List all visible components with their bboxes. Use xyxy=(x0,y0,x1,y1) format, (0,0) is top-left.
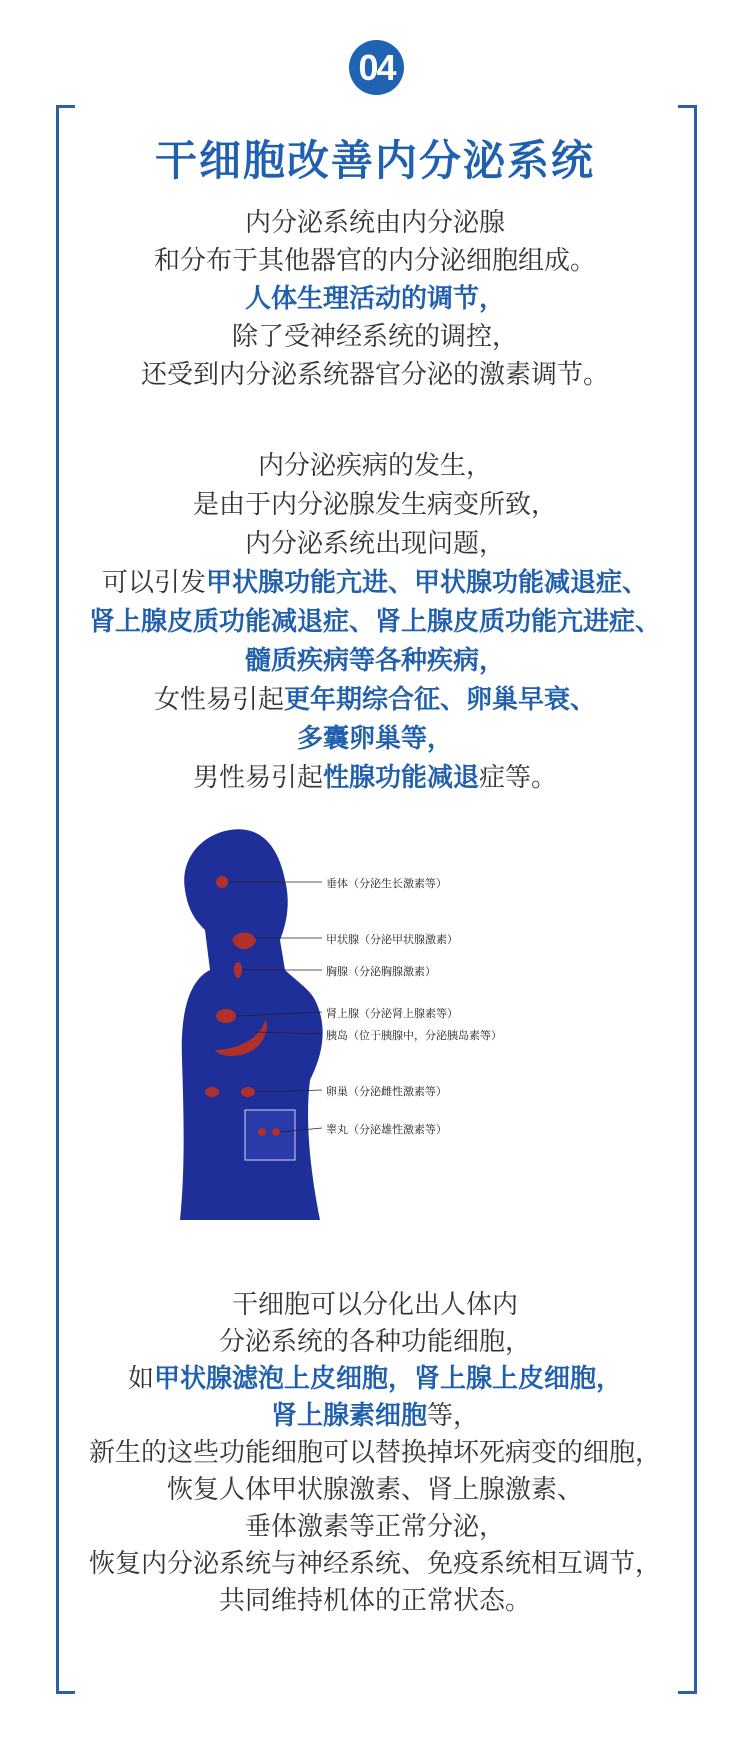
text-line xyxy=(0,319,750,355)
text-line xyxy=(0,1287,750,1323)
label-pituitary: 垂体（分泌生长激素等） xyxy=(326,877,447,890)
highlighted-text: 性腺功能减退 xyxy=(322,763,479,793)
adrenal-gland xyxy=(216,1009,236,1023)
body-text: 内分泌疾病的发生， xyxy=(257,451,492,481)
page-title: 干细胞改善内分泌系统 xyxy=(154,136,595,185)
text-line xyxy=(0,682,750,718)
text-line xyxy=(0,565,750,601)
body-text: 共同维持机体的正常状态。 xyxy=(218,1586,531,1616)
body-text: 内分泌系统出现问题， xyxy=(244,529,505,559)
body-text: 除了受神经系统的调控， xyxy=(231,322,518,352)
body-text: 恢复内分泌系统与神经系统、免疫系统相互调节， xyxy=(88,1549,661,1579)
highlighted-text: 多囊卵巢等， xyxy=(296,724,453,754)
body-text: 是由于内分泌腺发生病变所致， xyxy=(192,490,557,520)
label-adrenal: 肾上腺（分泌肾上腺素等） xyxy=(326,1007,458,1020)
label-thyroid: 甲状腺（分泌甲状腺激素） xyxy=(326,933,458,946)
testis-left xyxy=(258,1128,266,1136)
text-line xyxy=(0,643,750,679)
text-line xyxy=(0,1509,750,1545)
endocrine-figure xyxy=(170,820,590,1240)
text-line xyxy=(0,281,750,317)
body-text: 垂体激素等正常分泌， xyxy=(244,1512,505,1542)
body-text: 还受到内分泌系统器官分泌的激素调节。 xyxy=(140,360,609,390)
text-line xyxy=(0,1546,750,1582)
highlighted-text: 甲状腺滤泡上皮细胞，肾上腺上皮细胞， xyxy=(154,1364,623,1394)
text-line xyxy=(0,1435,750,1471)
label-pancreas: 胰岛（位于胰腺中，分泌胰岛素等） xyxy=(326,1029,502,1042)
text-line xyxy=(0,526,750,562)
pituitary-gland xyxy=(216,876,228,888)
highlighted-text: 肾上腺素细胞 xyxy=(270,1401,427,1431)
text-line xyxy=(0,1324,750,1360)
body-text: 恢复人体甲状腺激素、肾上腺激素、 xyxy=(166,1475,583,1505)
highlighted-text: 更年期综合征、卵巢早衰、 xyxy=(284,685,597,715)
body-text: 如 xyxy=(127,1364,154,1394)
thymus-gland xyxy=(234,962,242,978)
text-line xyxy=(0,604,750,640)
label-testis: 睾丸（分泌雄性激素等） xyxy=(326,1123,447,1136)
text-line xyxy=(0,487,750,523)
body-text: 和分布于其他器官的内分泌细胞组成。 xyxy=(153,246,596,276)
ovary-left xyxy=(205,1087,219,1097)
text-line xyxy=(0,243,750,279)
text-line xyxy=(0,1361,750,1397)
body-text: 男性易引起 xyxy=(192,763,323,793)
highlighted-text: 髓质疾病等各种疾病， xyxy=(244,646,505,676)
highlighted-text: 人体生理活动的调节， xyxy=(244,284,505,314)
text-line xyxy=(0,1583,750,1619)
text-line xyxy=(0,760,750,796)
body-text: 女性易引起 xyxy=(153,685,284,715)
body-text: 内分泌系统由内分泌腺 xyxy=(244,208,505,238)
body-text: 可以引发 xyxy=(101,568,206,598)
testis-inset xyxy=(245,1110,295,1160)
highlighted-text: 肾上腺皮质功能减退症、肾上腺皮质功能亢进症、 xyxy=(88,607,661,637)
section-number-badge: 04 xyxy=(349,40,404,95)
highlighted-text: 甲状腺功能亢进、甲状腺功能减退症、 xyxy=(206,568,649,598)
body-text: 新生的这些功能细胞可以替换掉坏死病变的细胞， xyxy=(88,1438,661,1468)
body-text: 症等。 xyxy=(479,763,558,793)
text-line xyxy=(0,1472,750,1508)
body-text: 干细胞可以分化出人体内 xyxy=(231,1290,518,1320)
ovary-right xyxy=(241,1087,255,1097)
text-line xyxy=(0,448,750,484)
text-line xyxy=(0,205,750,241)
body-shape xyxy=(180,829,323,1220)
text-line xyxy=(0,721,750,757)
label-thymus: 胸腺（分泌胸腺激素） xyxy=(326,965,436,978)
text-line xyxy=(0,357,750,393)
text-line xyxy=(0,1398,750,1434)
body-text: 分泌系统的各种功能细胞， xyxy=(218,1327,531,1357)
body-text: 等， xyxy=(427,1401,480,1431)
testis-right xyxy=(272,1128,280,1136)
label-ovary: 卵巢（分泌雌性激素等） xyxy=(326,1085,447,1098)
